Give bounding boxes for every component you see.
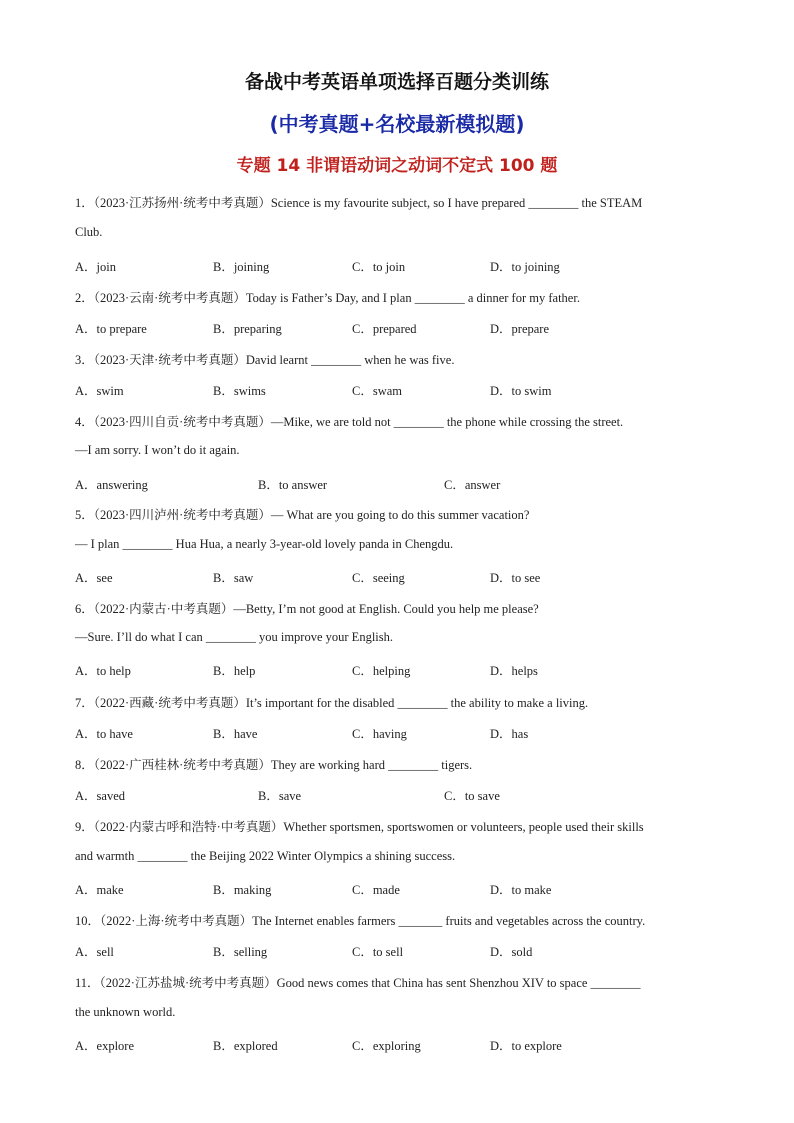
question-1-option-c: C．to join: [352, 260, 406, 274]
question-10-option-d: D．sold: [490, 945, 533, 959]
question-9-option-b: B．making: [213, 883, 272, 897]
question-4-text: 4．（2023·四川自贡·统考中考真题）—Mike, we are told not ________ the phone while crossing the street.: [75, 415, 624, 429]
question-9-option-c: C．made: [352, 883, 400, 897]
question-3-option-c: C．swam: [352, 384, 403, 398]
question-4-option-a: A．answering: [75, 478, 148, 492]
question-6-option-a: A．to help: [75, 664, 131, 678]
question-7-option-b: B．have: [213, 727, 258, 741]
question-5-option-b: B．saw: [213, 571, 254, 585]
question-1-option-a: A．join: [75, 260, 116, 274]
question-6-text: —Sure. I’ll do what I can ________ you improve your English.: [75, 630, 394, 644]
question-5-option-a: A．see: [75, 571, 113, 585]
question-9-text: 9．（2022·内蒙古呼和浩特·中考真题）Whether sportsmen, sportswomen or volunteers, people used their skills: [75, 820, 644, 834]
question-7-option-c: C．having: [352, 727, 407, 741]
question-3-option-b: B．swims: [213, 384, 266, 398]
question-2-option-a: A．to prepare: [75, 322, 147, 336]
question-8-option-c: C．to save: [444, 789, 500, 803]
question-2-option-d: D．prepare: [490, 322, 549, 336]
question-6-option-b: B．help: [213, 664, 256, 678]
question-9-option-d: D．to make: [490, 883, 552, 897]
question-7-option-a: A．to have: [75, 727, 133, 741]
question-1-option-b: B．joining: [213, 260, 270, 274]
question-4-option-b: B．to answer: [258, 478, 328, 492]
question-1-text: 1．（2023·江苏扬州·统考中考真题）Science is my favourite subject, so I have prepared ________ the STEAM: [75, 196, 643, 210]
question-10-text: 10．（2022·上海·统考中考真题）The Internet enables farmers _______ fruits and vegetables across the country.: [75, 914, 646, 928]
question-9-option-a: A．make: [75, 883, 124, 897]
question-2-text: 2．（2023·云南·统考中考真题）Today is Father’s Day, and I plan ________ a dinner for my father.: [75, 291, 580, 305]
document-title: 备战中考英语单项选择百题分类训练: [244, 71, 549, 93]
question-7-option-d: D．has: [490, 727, 529, 741]
question-5-option-c: C．seeing: [352, 571, 405, 585]
question-1-text: Club.: [75, 225, 103, 239]
question-5-text: 5．（2023·四川泸州·统考中考真题）— What are you going to do this summer vacation?: [75, 508, 530, 522]
question-11-text: 11．（2022·江苏盐城·统考中考真题）Good news comes that China has sent Shenzhou XIV to space ________: [75, 976, 641, 990]
question-11-option-a: A．explore: [75, 1039, 135, 1053]
question-6-option-d: D．helps: [490, 664, 538, 678]
question-8-option-a: A．saved: [75, 789, 125, 803]
question-9-text: and warmth ________ the Beijing 2022 Winter Olympics a shining success.: [75, 849, 456, 863]
question-10-option-b: B．selling: [213, 945, 268, 959]
question-2-option-b: B．preparing: [213, 322, 282, 336]
question-3-option-d: D．to swim: [490, 384, 552, 398]
question-11-option-b: B．explored: [213, 1039, 278, 1053]
question-3-option-a: A．swim: [75, 384, 124, 398]
question-4-option-c: C．answer: [444, 478, 501, 492]
question-7-text: 7．（2022·西藏·统考中考真题）It’s important for the disabled ________ the ability to make a living.: [75, 696, 589, 710]
question-5-text: — I plan ________ Hua Hua, a nearly 3-year-old lovely panda in Chengdu.: [75, 537, 454, 551]
question-6-text: 6．（2022·内蒙古·中考真题）—Betty, I’m not good at English. Could you help me please?: [75, 602, 539, 616]
question-1-option-d: D．to joining: [490, 260, 560, 274]
question-11-option-c: C．exploring: [352, 1039, 421, 1053]
topic-heading: 专题 14 非谓语动词之动词不定式 100 题: [236, 156, 558, 176]
question-8-option-b: B．save: [258, 789, 302, 803]
question-8-text: 8．（2022·广西桂林·统考中考真题）They are working hard ________ tigers.: [75, 758, 473, 772]
question-11-text: the unknown world.: [75, 1005, 176, 1019]
question-2-option-c: C．prepared: [352, 322, 417, 336]
document-subtitle: (中考真题+名校最新模拟题): [269, 112, 525, 136]
question-10-option-c: C．to sell: [352, 945, 404, 959]
question-3-text: 3．（2023·天津·统考中考真题）David learnt ________ when he was five.: [75, 353, 455, 367]
question-11-option-d: D．to explore: [490, 1039, 562, 1053]
question-5-option-d: D．to see: [490, 571, 541, 585]
question-10-option-a: A．sell: [75, 945, 114, 959]
question-6-option-c: C．helping: [352, 664, 411, 678]
question-4-text: —I am sorry. I won’t do it again.: [75, 443, 240, 457]
